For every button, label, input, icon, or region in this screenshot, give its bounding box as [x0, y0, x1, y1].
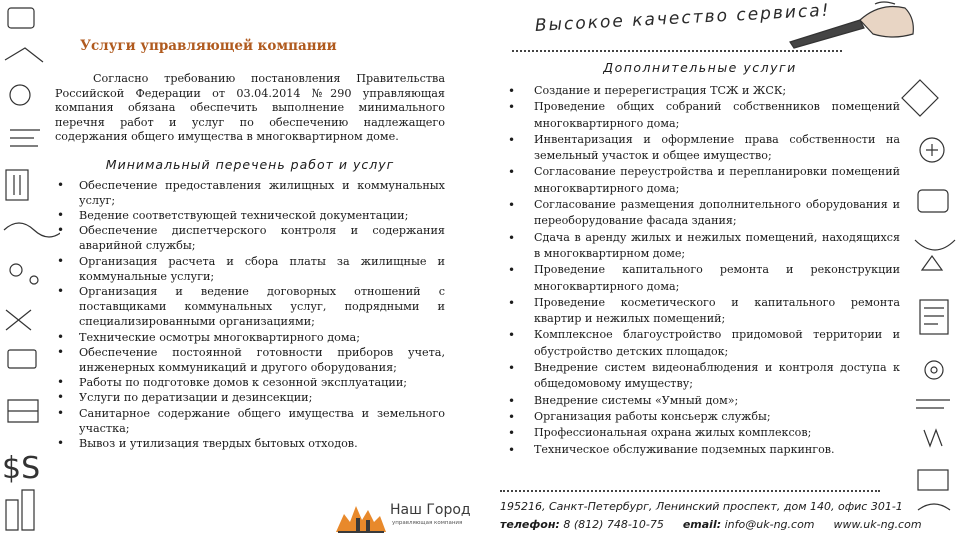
logo-name: Наш Город: [390, 502, 471, 518]
intro-paragraph: Согласно требованию постановления Правительства Российской Федерации от 03.04.2014 №290 управляющая компания обязана обеспечить выполнение минимального перечня работ и услуг по обеспечению надлежащего содержания общего имущества в многоквартирном доме.: [55, 72, 445, 143]
email-label: email:: [682, 518, 722, 531]
address: 195216, Санкт-Петербург, Ленинский проспект, дом 140, офис 301-1: [500, 500, 903, 513]
list-item: • Согласование размещения дополнительного оборудования и переоборудование фасада здания;: [500, 197, 900, 230]
list-item: • Техническое обслуживание подземных паркингов.: [500, 442, 900, 458]
contacts: [500, 518, 922, 531]
list-item: • Обеспечение постоянной готовности приборов учета, инженерных коммуникаций и другого оборудования;: [55, 345, 445, 375]
phone-number: 8 (812) 748-10-75: [563, 518, 664, 531]
list-item: • Согласование переустройства и перепланировки помещений многоквартирного дома;: [500, 164, 900, 197]
doodle-border-right-icon: [900, 0, 960, 540]
list-item: • Организация и ведение договорных отношений с поставщиками коммунальных услуг, подрядными и специализированными организациями;: [55, 284, 445, 330]
list-item: • Инвентаризация и оформление права собственности на земельный участок и общее имущество;: [500, 132, 900, 165]
city-skyline-logo-icon: [334, 500, 388, 534]
list-item: • Внедрение системы «Умный дом»;: [500, 393, 900, 409]
list-item: • Профессиональная охрана жилых комплексов;: [500, 425, 900, 441]
dotted-divider: [512, 50, 842, 52]
list-item: • Обеспечение предоставления жилищных и коммунальных услуг;: [55, 178, 445, 208]
list-item: • Проведение капитального ремонта и реконструкции многоквартирного дома;: [500, 262, 900, 295]
list-item: • Комплексное благоустройство придомовой территории и обустройство детских площадок;: [500, 327, 900, 360]
list-item: • Сдача в аренду жилых и нежилых помещений, находящихся в многоквартирном доме;: [500, 230, 900, 263]
logo-subtitle: управляющая компания: [392, 520, 463, 526]
additional-services-list: [500, 83, 900, 458]
list-item: • Работы по подготовке домов к сезонной эксплуатации;: [55, 375, 445, 390]
minimum-services-list: [55, 178, 445, 452]
page-title: Услуги управляющей компании: [80, 38, 337, 54]
list-item: • Проведение общих собраний собственников помещений многоквартирного дома;: [500, 99, 900, 132]
company-logo: [334, 500, 484, 536]
list-item: • Технические осмотры многоквартирного дома;: [55, 330, 445, 345]
list-item: • Проведение косметического и капитального ремонта квартир и нежилых помещений;: [500, 295, 900, 328]
list-item: • Услуги по дератизации и дезинсекции;: [55, 390, 445, 405]
additional-services-heading: Дополнительные услуги: [603, 60, 797, 75]
right-column: [500, 0, 900, 458]
svg-text:$S: $S: [2, 451, 41, 486]
list-item: • Организация работы консьерж службы;: [500, 409, 900, 425]
email-address: info@uk-ng.com: [724, 518, 815, 531]
list-item: • Организация расчета и сбора платы за жилищные и коммунальные услуги;: [55, 254, 445, 284]
list-item: • Ведение соответствующей технической документации;: [55, 208, 445, 223]
list-item: • Обеспечение диспетчерского контроля и содержания аварийной службы;: [55, 223, 445, 253]
website: www.uk-ng.com: [833, 518, 922, 531]
list-item: • Создание и перерегистрация ТСЖ и ЖСК;: [500, 83, 900, 99]
doodle-border-left-icon: [0, 0, 60, 540]
list-item: • Санитарное содержание общего имущества и земельного участка;: [55, 406, 445, 436]
list-item: • Внедрение систем видеонаблюдения и контроля доступа к общедомовому имуществу;: [500, 360, 900, 393]
phone-label: телефон:: [500, 518, 560, 531]
list-item: • Вывоз и утилизация твердых бытовых отходов.: [55, 436, 445, 451]
left-column: [55, 38, 445, 451]
slogan: Высокое качество сервиса!: [534, 0, 831, 36]
minimum-list-heading: Минимальный перечень работ и услуг: [105, 156, 395, 172]
footer-divider: [500, 490, 880, 492]
